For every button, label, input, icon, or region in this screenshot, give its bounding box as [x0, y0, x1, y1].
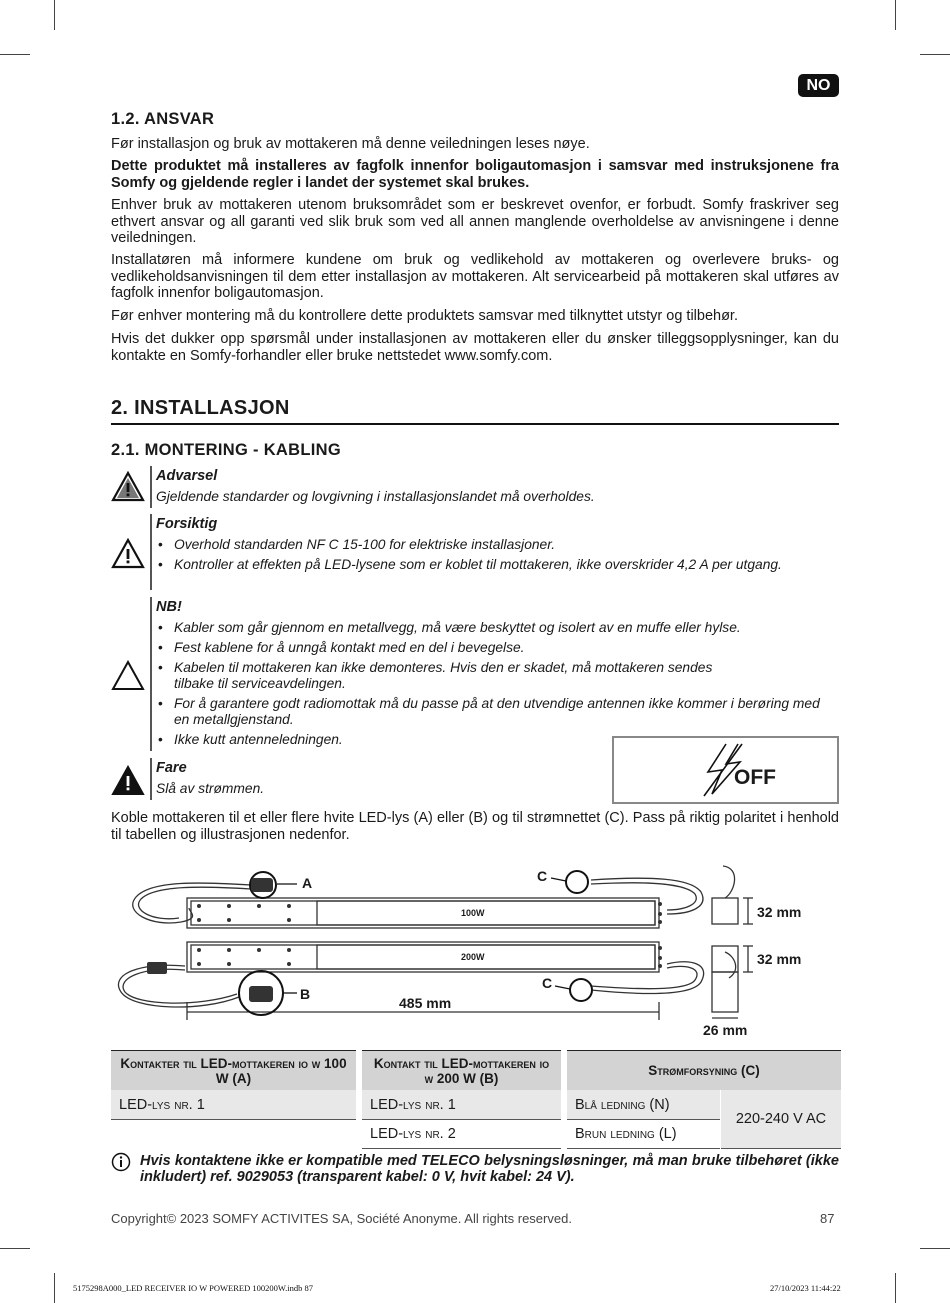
caution-note: [111, 514, 839, 590]
language-badge: NO: [798, 74, 839, 97]
notice-triangle-icon: [111, 660, 145, 692]
paragraph: Før installasjon og bruk av mottakeren må denne veiledningen leses nøye.: [111, 136, 590, 152]
note-list: [156, 620, 836, 752]
paragraph: Enhver bruk av mottakeren utenom bruksområdet som er beskrevet ovenfor, er forbudt. Somfy fraskriver seg ethvert ansvar og all garanti ved slik bruk som ved all annen manglende overholdelse av anvisningene i denne veiledningen.: [111, 197, 839, 246]
print-date: 27/10/2023 11:44:22: [770, 1283, 841, 1293]
note-bar: [150, 597, 152, 751]
table-cell: Brun ledning (L): [567, 1120, 720, 1149]
nb-note: [111, 597, 839, 751]
voltage-cell: 220-240 V AC: [721, 1090, 841, 1149]
crop-mark: [0, 54, 30, 55]
table-header: Kontakt til LED-mottakeren io w 200 W (B): [362, 1050, 561, 1090]
list-item: • Fest kablene for å unngå kontakt med en del i bevegelse.: [156, 640, 836, 656]
wiring-diagram: [111, 852, 839, 1042]
note-title: Fare: [156, 760, 187, 776]
note-title: Forsiktig: [156, 516, 218, 532]
height-dimension: 32 mm: [757, 951, 802, 967]
paragraph: Før enhver montering må du kontrollere dette produktets samsvar med tilknyttet utstyr og tilbehør.: [111, 308, 738, 324]
depth-dimension: 26 mm: [703, 1022, 748, 1038]
table-cell: LED-lys nr. 2: [362, 1120, 561, 1149]
print-file-info: 5175298A000_LED RECEIVER IO W POWERED 100200W.indb 87: [73, 1283, 313, 1293]
table-cell: LED-lys nr. 1: [362, 1090, 561, 1120]
note-list: [156, 537, 836, 577]
caution-triangle-icon: [111, 538, 145, 570]
crop-mark: [920, 1248, 950, 1249]
crop-mark: [895, 0, 896, 30]
note-title: NB!: [156, 599, 182, 615]
warning-triangle-icon: [111, 471, 145, 503]
height-dimension: 32 mm: [757, 904, 802, 920]
section-heading-ansvar: 1.2. ANSVAR: [111, 110, 215, 128]
list-item: • Ikke kutt antenneledningen.: [156, 732, 836, 748]
paragraph: Hvis det dukker opp spørsmål under installasjonen av mottakeren eller du ønsker tilleggsopplysninger, kan du kontakte en Somfy-forhandler eller bruke nettstedet www.somfy.com.: [111, 331, 839, 364]
note-bar: [150, 514, 152, 590]
crop-mark: [920, 54, 950, 55]
note-bar: [150, 758, 152, 800]
section-heading-installasjon: 2. INSTALLASJON: [111, 397, 839, 425]
table-header: Kontakter til LED-mottakeren io w 100 W (A): [111, 1050, 356, 1090]
table-cell: Blå ledning (N): [567, 1090, 720, 1120]
note-bar: [150, 466, 152, 508]
label-a: A: [302, 875, 313, 891]
paragraph-bold: Dette produktet må installeres av fagfolk innenfor boligautomasjon i samsvar med instruksjonene fra Somfy og gjeldende regler i landet der systemet skal brukes.: [111, 158, 839, 191]
receiver-100w-label: 100W: [461, 908, 485, 918]
list-item: • For å garantere godt radiomottak må du passe på at den utvendige antennen ikke kommer i berøring med en metallgjenstand.: [156, 696, 836, 728]
length-dimension: 485 mm: [399, 995, 452, 1011]
list-item: • Kabler som går gjennom en metallvegg, må være beskyttet og isolert av en muffe eller hylse.: [156, 620, 836, 636]
table-cell: LED-lys nr. 1: [111, 1090, 356, 1120]
label-c: C: [542, 975, 553, 991]
crop-mark: [54, 0, 55, 30]
list-item: • Kontroller at effekten på LED-lysene som er koblet til mottakeren, ikke overskrider 4,2 A per utgang.: [156, 557, 836, 573]
list-item: • Kabelen til mottakeren kan ikke demonteres. Hvis den er skadet, må mottakeren sendes tilbake til serviceavdelingen.: [156, 660, 756, 692]
crop-mark: [895, 1273, 896, 1303]
note-text: Gjeldende standarder og lovgivning i installasjonslandet må overholdes.: [156, 489, 595, 504]
section-heading-montering: 2.1. MONTERING - KABLING: [111, 441, 341, 459]
info-icon: [111, 1152, 131, 1172]
crop-mark: [0, 1248, 30, 1249]
note-text: Slå av strømmen.: [156, 781, 265, 796]
connection-paragraph: Koble mottakeren til et eller flere hvite LED-lys (A) eller (B) og til strømnettet (C). Pass på riktig polaritet i henhold til tabellen og illustrasjonen nedenfor.: [111, 810, 839, 843]
receiver-200w-label: 200W: [461, 952, 485, 962]
receiver-illustration: [111, 852, 839, 1042]
warning-note: [111, 466, 839, 508]
label-c: C: [537, 868, 548, 884]
table-header: Strømforsyning (C): [567, 1050, 841, 1090]
page-number: 87: [820, 1211, 835, 1226]
danger-triangle-icon: [111, 765, 145, 797]
label-b: B: [300, 986, 311, 1002]
copyright: Copyright© 2023 SOMFY ACTIVITES SA, Société Anonyme. All rights reserved.: [111, 1211, 572, 1226]
list-item: • Overhold standarden NF C 15-100 for elektriske installasjoner.: [156, 537, 836, 553]
info-text: Hvis kontaktene ikke er kompatible med TELECO belysningsløsninger, må man bruke tilbehøret (ikke inkludert) ref. 9029053 (transparent kabel: 0 V, hvit kabel: 24 V).: [140, 1153, 839, 1185]
note-title: Advarsel: [156, 468, 218, 484]
off-label: OFF: [734, 766, 776, 789]
crop-mark: [54, 1273, 55, 1303]
paragraph: Installatøren må informere kundene om bruk og vedlikehold av mottakeren og overlevere bruks- og vedlikeholdsanvisningen til dem etter installasjon av mottakeren. Alt servicearbeid på mottakeren skal utføres av fagfolk innenfor boligautomasjon.: [111, 252, 839, 301]
